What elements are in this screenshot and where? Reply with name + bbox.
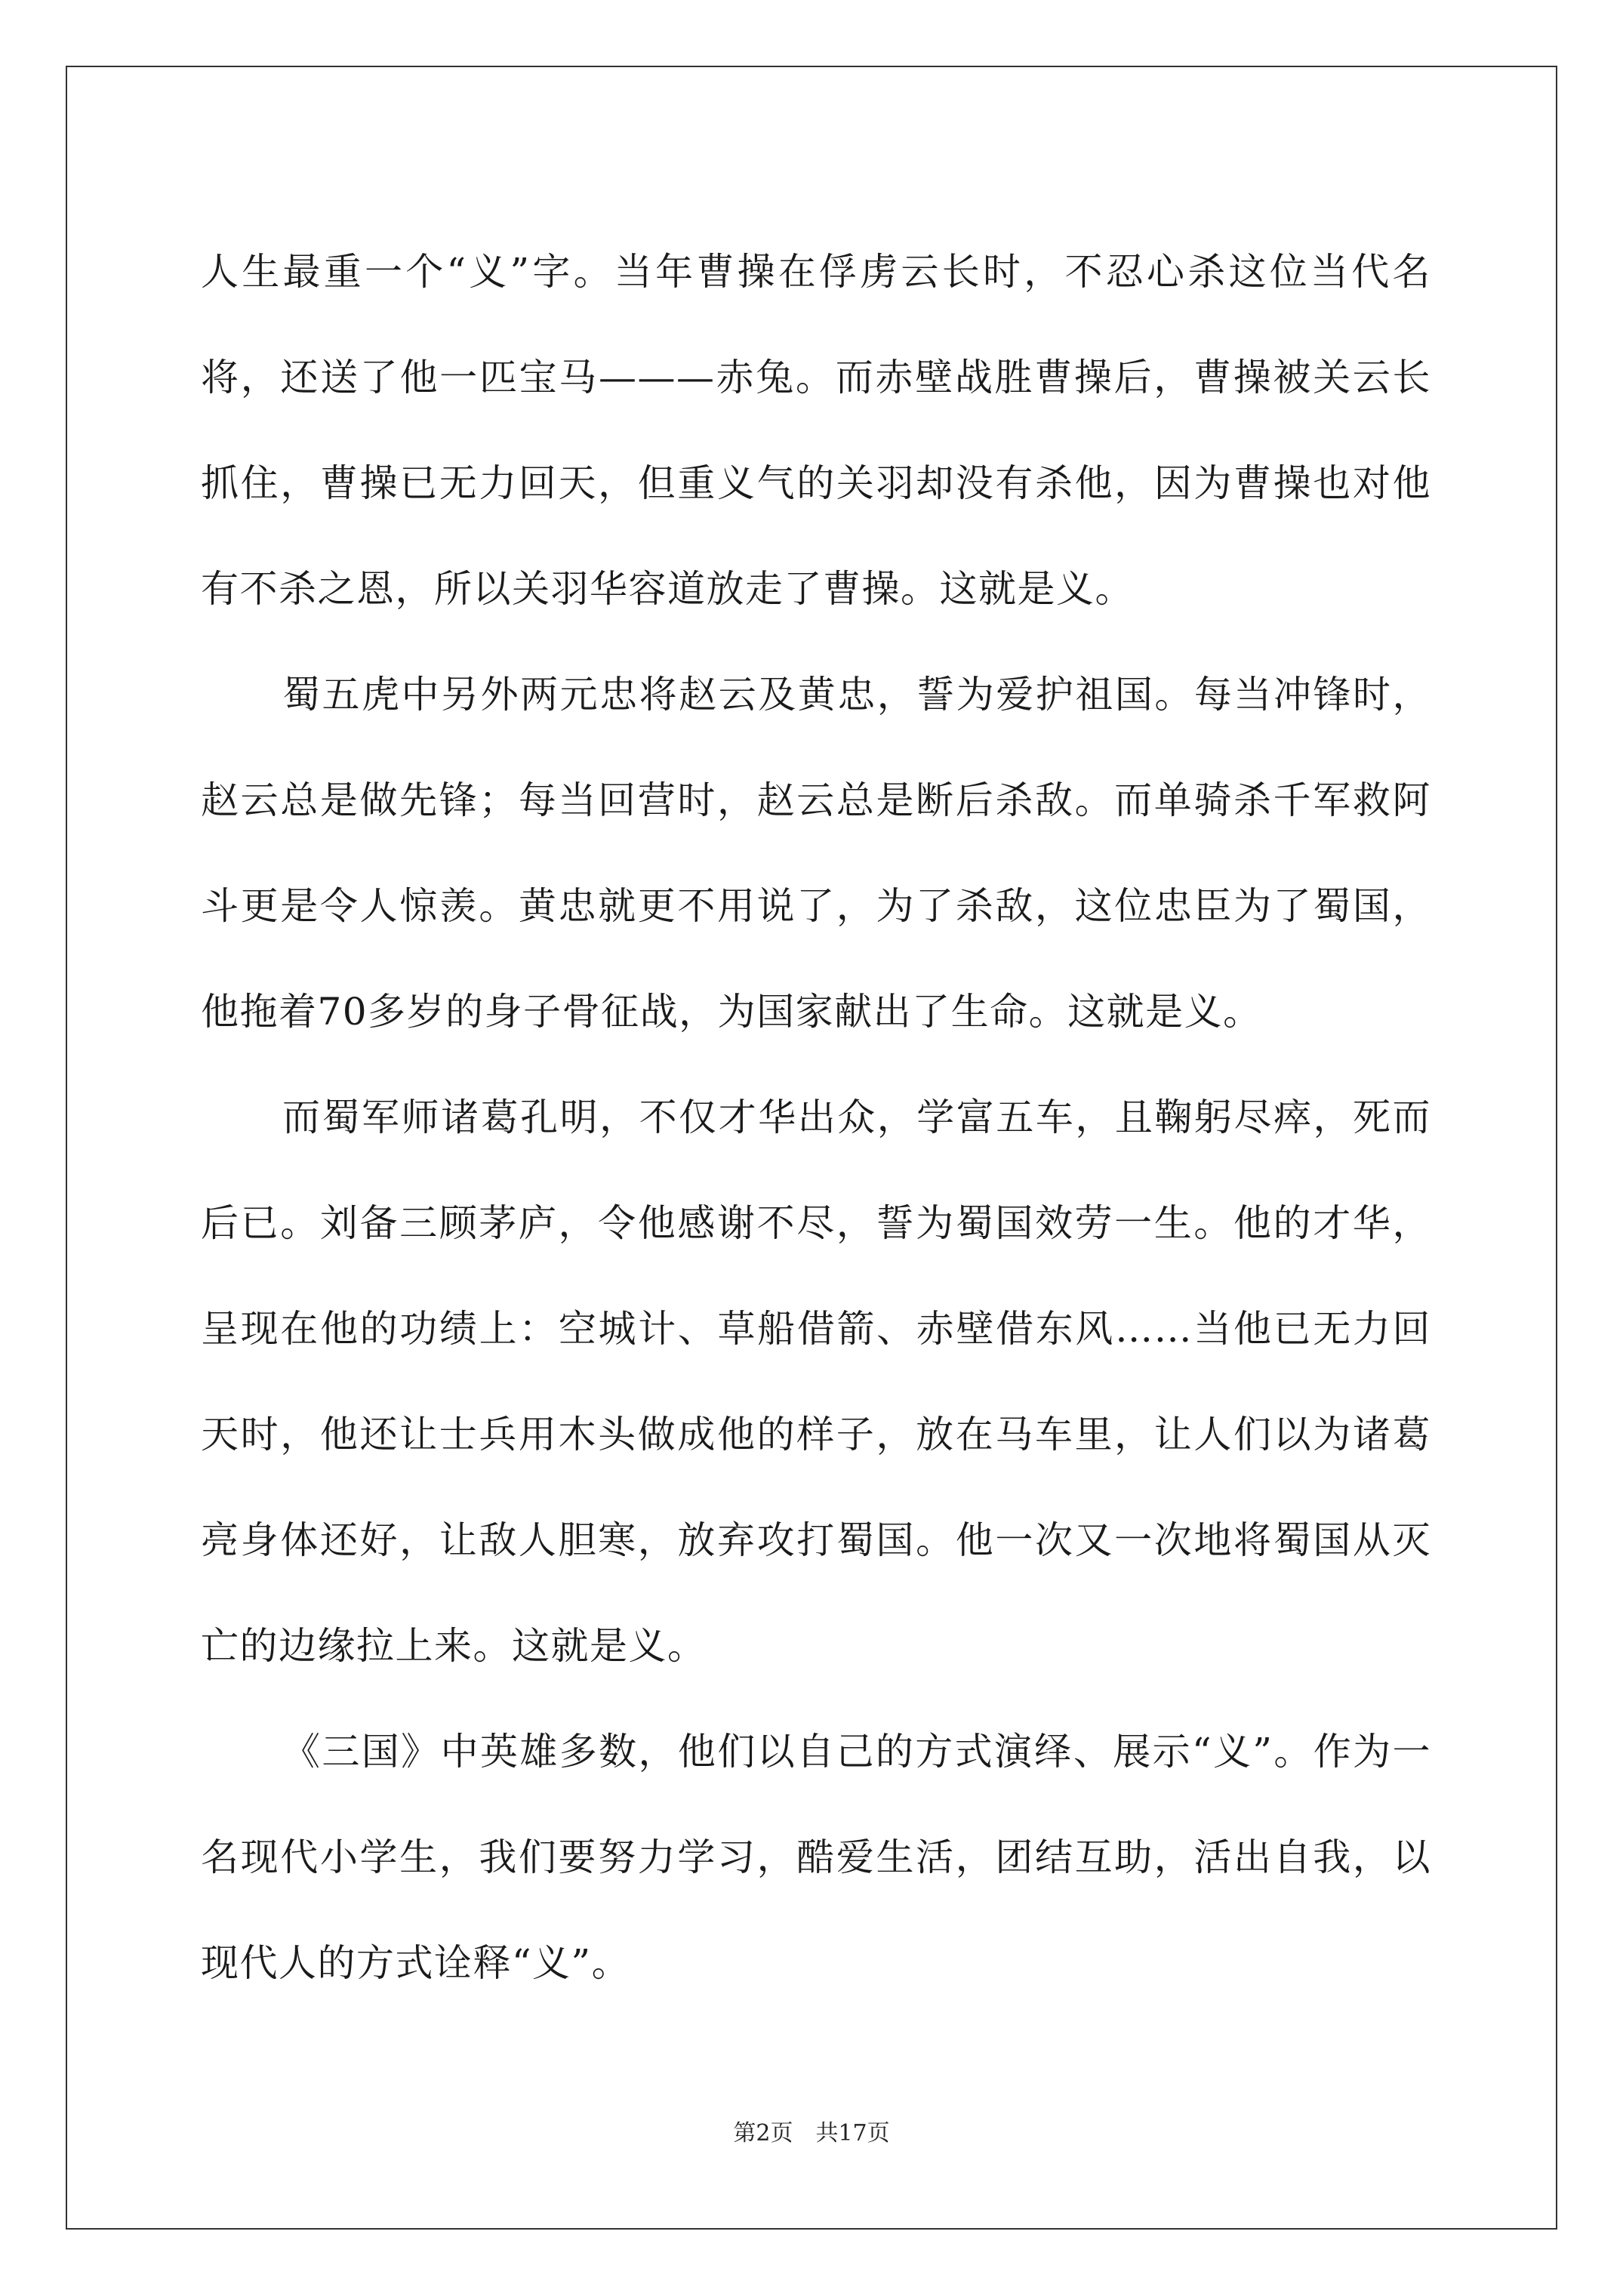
paragraph-4: 《三国》中英雄多数，他们以自己的方式演绎、展示“义”。作为一名现代小学生，我们要努力学习，酷爱生活，团结互助，活出自我，以现代人的方式诠释“义”。 [201,1730,1431,1985]
paragraph-2: 蜀五虎中另外两元忠将赵云及黄忠，誓为爱护祖国。每当冲锋时，赵云总是做先锋；每当回营时，赵云总是断后杀敌。而单骑杀千军救阿斗更是令人惊羡。黄忠就更不用说了，为了杀敌，这位忠臣为了蜀国，他拖着70多岁的身子骨征战，为国家献出了生命。这就是义。 [201,673,1431,1034]
page-footer [0,2119,1623,2149]
paragraph-3: 而蜀军师诸葛孔明，不仅才华出众，学富五车，且鞠躬尽瘁，死而后已。刘备三顾茅庐，令他感谢不尽，誓为蜀国效劳一生。他的才华，呈现在他的功绩上：空城计、草船借箭、赤壁借东风……当他已无力回天时，他还让士兵用木头做成他的样子，放在马车里，让人们以为诸葛亮身体还好，让敌人胆寒，放弃攻打蜀国。他一次又一次地将蜀国从灭亡的边缘拉上来。这就是义。 [201,1096,1431,1668]
page-number: 第2页 共17页 [733,2120,890,2147]
paragraph-1: 人生最重一个“义”字。当年曹操在俘虏云长时，不忍心杀这位当代名将，还送了他一匹宝马———赤兔。而赤壁战胜曹操后，曹操被关云长抓住，曹操已无力回天，但重义气的关羽却没有杀他，因为曹操也对他有不杀之恩，所以关羽华容道放走了曹操。这就是义。 [201,250,1431,611]
document-body [201,219,1431,2016]
